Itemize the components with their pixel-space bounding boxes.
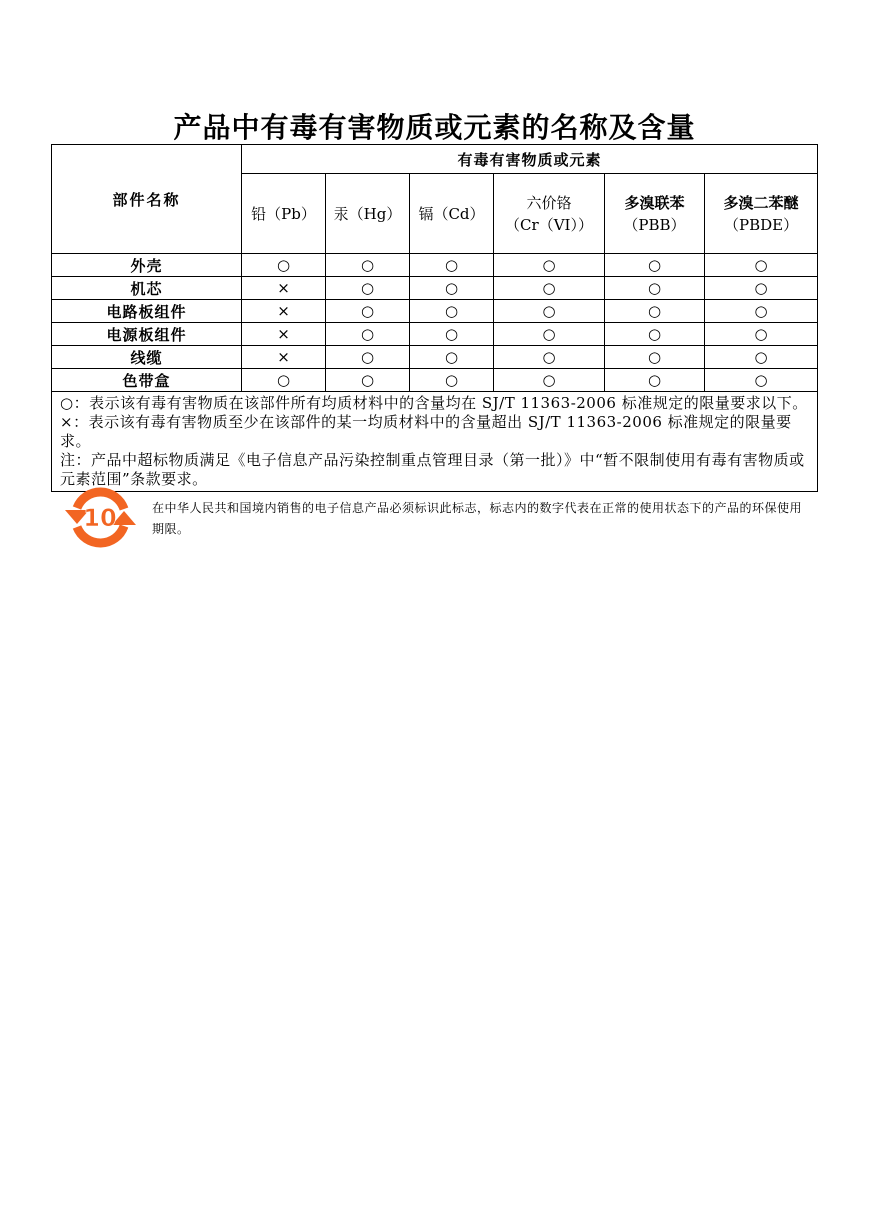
content-mark: ○ [494, 369, 605, 392]
content-mark: ○ [705, 346, 818, 369]
hazardous-substances-table [51, 144, 818, 492]
substance-group-header: 有毒有害物质或元素 [242, 145, 818, 174]
element-header-pbde [705, 174, 818, 254]
part-name-cell: 线缆 [52, 346, 242, 369]
content-mark: ○ [326, 346, 410, 369]
content-mark: ○ [242, 369, 326, 392]
content-mark: ○ [494, 346, 605, 369]
declaration-text: 在中华人民共和国境内销售的电子信息产品必须标识此标志，标志内的数字代表在正常的使用状态下的产品的环保使用期限。 [152, 501, 803, 536]
content-mark: ○ [494, 254, 605, 277]
content-mark: ○ [494, 277, 605, 300]
content-mark: ○ [326, 300, 410, 323]
element-header-chromium [494, 174, 605, 254]
element-header-line2: （PBB） [623, 215, 686, 234]
content-mark: × [242, 277, 326, 300]
part-name-cell: 外壳 [52, 254, 242, 277]
content-mark: ○ [494, 323, 605, 346]
page-title: 产品中有毒有害物质或元素的名称及含量 [173, 111, 696, 144]
content-mark: × [242, 346, 326, 369]
content-mark: ○ [410, 254, 494, 277]
content-mark: ○ [410, 300, 494, 323]
element-header-line1: 多溴联苯 [624, 193, 685, 212]
content-mark: ○ [410, 369, 494, 392]
content-mark: ○ [705, 277, 818, 300]
content-mark: × [242, 323, 326, 346]
element-header-line1: 镉（Cd） [418, 204, 485, 223]
content-mark: × [242, 300, 326, 323]
table-notes [52, 392, 818, 492]
element-header-pbb [605, 174, 705, 254]
content-mark: ○ [605, 346, 705, 369]
content-mark: ○ [410, 277, 494, 300]
element-header-lead [242, 174, 326, 254]
content-mark: ○ [705, 300, 818, 323]
part-name-cell: 色带盒 [52, 369, 242, 392]
content-mark: ○ [326, 277, 410, 300]
content-mark: ○ [242, 254, 326, 277]
note-circle-legend: ○：表示该有毒有害物质在该部件所有均质材料中的含量均在 SJ/T 11363-2006 标准规定的限量要求以下。 [60, 394, 808, 412]
element-header-line1: 汞（Hg） [333, 204, 402, 223]
element-header-line1: 六价铬 [526, 193, 572, 212]
logo-number: 10 [83, 504, 117, 532]
content-mark: ○ [705, 254, 818, 277]
table-row [52, 369, 818, 392]
table-row [52, 254, 818, 277]
part-name-cell: 机芯 [52, 277, 242, 300]
content-mark: ○ [494, 300, 605, 323]
table-row [52, 323, 818, 346]
content-mark: ○ [705, 369, 818, 392]
content-mark: ○ [410, 323, 494, 346]
element-header-line2: （Cr（VI）） [505, 215, 593, 234]
note-exemption: 注：产品中超标物质满足《电子信息产品污染控制重点管理目录（第一批）》中“暂不限制使用有毒有害物质或元素范围”条款要求。 [60, 451, 805, 488]
content-mark: ○ [326, 369, 410, 392]
content-mark: ○ [410, 346, 494, 369]
part-name-cell: 电源板组件 [52, 323, 242, 346]
environmental-protection-period-icon [63, 486, 137, 548]
element-header-line2: （PBDE） [723, 215, 799, 234]
table-row [52, 346, 818, 369]
content-mark: ○ [705, 323, 818, 346]
content-mark: ○ [326, 323, 410, 346]
content-mark: ○ [605, 254, 705, 277]
part-name-cell: 电路板组件 [52, 300, 242, 323]
content-mark: ○ [605, 369, 705, 392]
content-mark: ○ [605, 277, 705, 300]
content-mark: ○ [605, 323, 705, 346]
element-header-mercury [326, 174, 410, 254]
content-mark: ○ [326, 254, 410, 277]
part-name-header: 部件名称 [52, 145, 242, 254]
note-cross-legend: ×：表示该有毒有害物质至少在该部件的某一均质材料中的含量超出 SJ/T 11363-2006 标准规定的限量要求。 [60, 413, 792, 450]
content-mark: ○ [605, 300, 705, 323]
element-header-line1: 多溴二苯醚 [723, 193, 799, 212]
table-row [52, 300, 818, 323]
element-header-cadmium [410, 174, 494, 254]
element-header-line1: 铅（Pb） [251, 204, 316, 223]
table-row [52, 277, 818, 300]
